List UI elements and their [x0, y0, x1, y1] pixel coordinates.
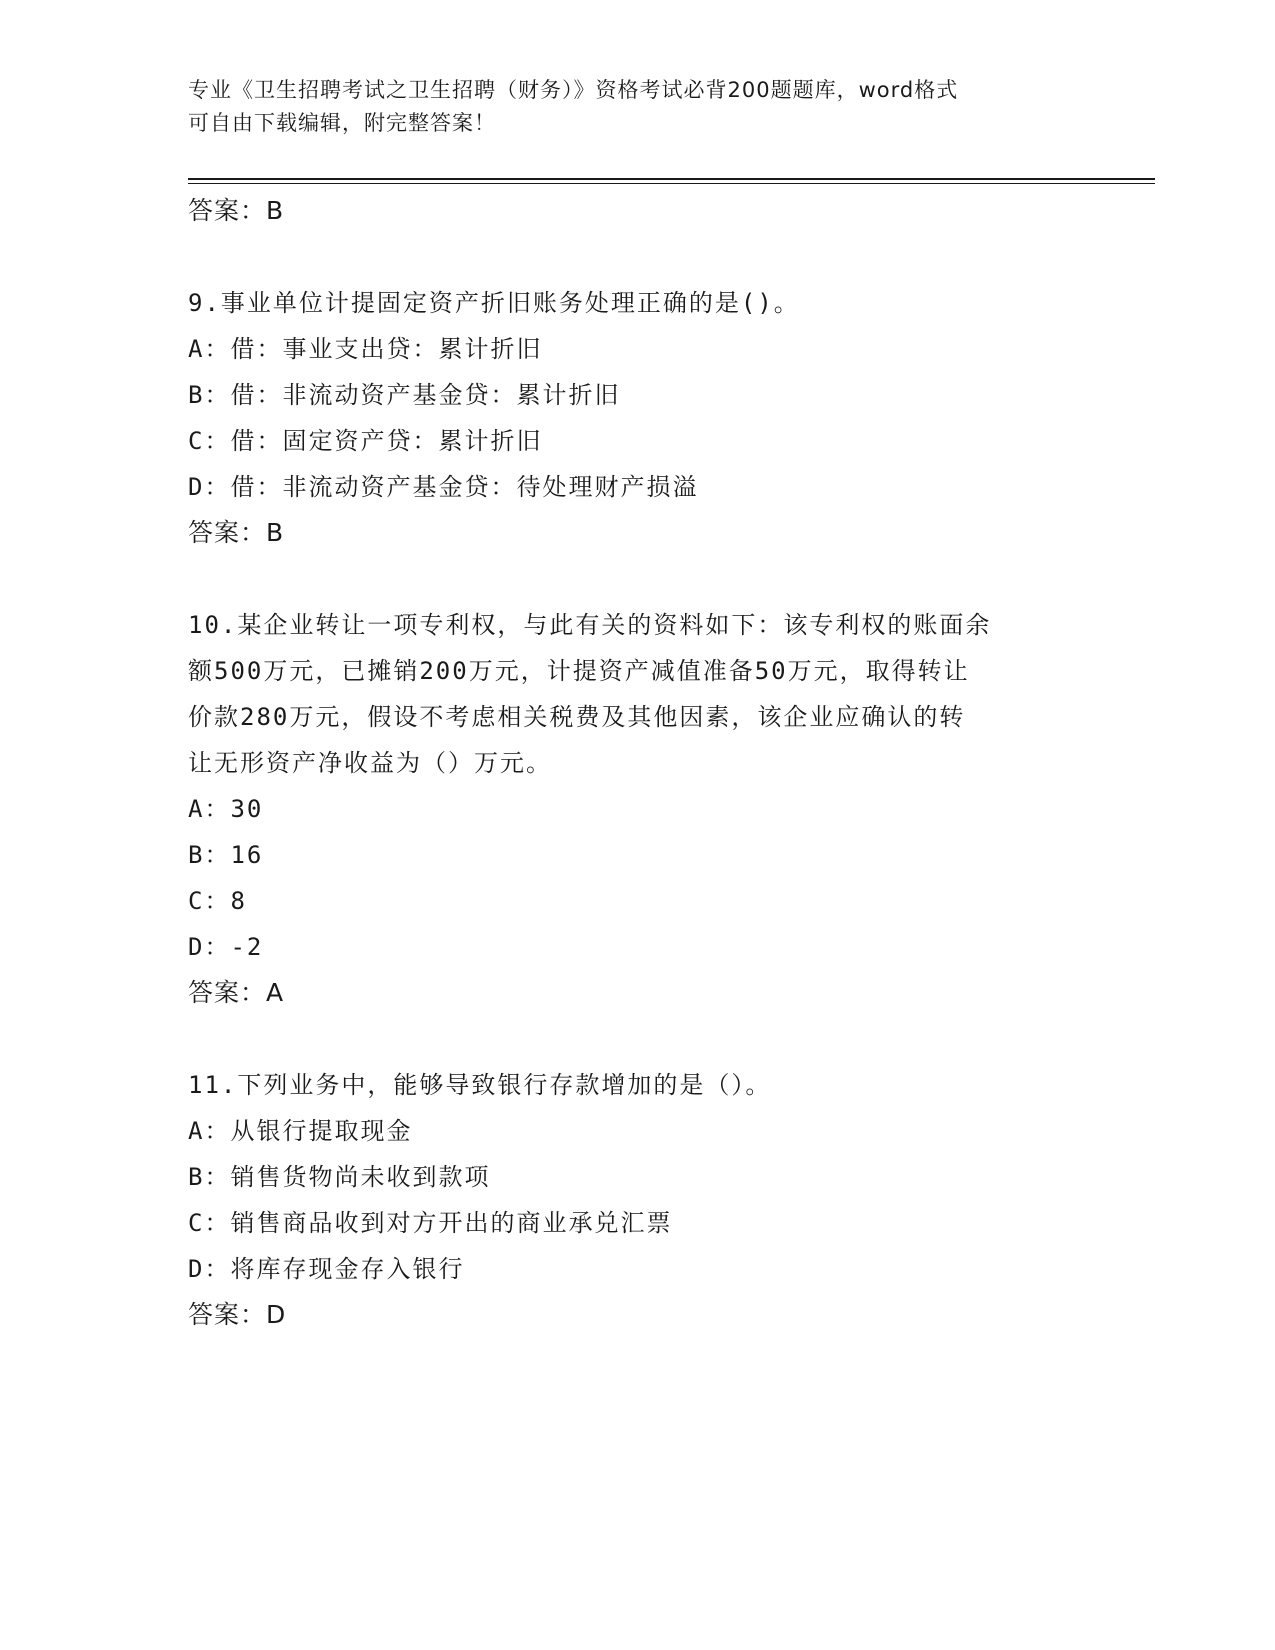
question-stem-line: 额500万元，已摊销200万元，计提资产减值准备50万元，取得转让: [188, 657, 970, 685]
answer: 答案：A: [188, 978, 285, 1007]
option-b: B：16: [188, 841, 264, 869]
header-divider-thick: [188, 178, 1155, 180]
document-header: [188, 74, 1088, 140]
option-c: C：8: [188, 887, 247, 915]
question-10: [188, 602, 1088, 1016]
option-c: C：销售商品收到对方开出的商业承兑汇票: [188, 1209, 673, 1237]
header-divider-thin: [188, 183, 1155, 184]
answer: 答案：B: [188, 518, 285, 547]
question-stem-line: 9.事业单位计提固定资产折旧账务处理正确的是()。: [188, 289, 800, 317]
answer: 答案：D: [188, 1300, 287, 1329]
question-11: [188, 1062, 1088, 1338]
previous-answer: 答案：B: [188, 196, 285, 225]
question-stem-line: 11.下列业务中，能够导致银行存款增加的是（）。: [188, 1071, 772, 1099]
option-a: A：从银行提取现金: [188, 1117, 413, 1145]
question-stem: [188, 1062, 1088, 1108]
question-list: [188, 188, 1088, 1338]
option-d: D：借：非流动资产基金贷：待处理财产损溢: [188, 473, 699, 501]
header-line-1: 专业《卫生招聘考试之卫生招聘（财务）》资格考试必背200题题库，word格式: [188, 78, 959, 102]
option-d: D：将库存现金存入银行: [188, 1255, 465, 1283]
option-b: B：借：非流动资产基金贷：累计折旧: [188, 381, 621, 409]
question-stem-line: 让无形资产净收益为（）万元。: [188, 749, 552, 777]
option-c: C：借：固定资产贷：累计折旧: [188, 427, 543, 455]
question-stem-line: 价款280万元，假设不考虑相关税费及其他因素，该企业应确认的转: [188, 703, 966, 731]
option-a: A：借：事业支出贷：累计折旧: [188, 335, 543, 363]
question-stem: [188, 280, 1088, 326]
option-d: D：-2: [188, 933, 264, 961]
question-stem: [188, 602, 1088, 786]
header-line-2: 可自由下载编辑，附完整答案！: [188, 111, 496, 135]
question-9: [188, 280, 1088, 556]
option-b: B：销售货物尚未收到款项: [188, 1163, 491, 1191]
option-a: A：30: [188, 795, 264, 823]
question-stem-line: 10.某企业转让一项专利权，与此有关的资料如下：该专利权的账面余: [188, 611, 992, 639]
